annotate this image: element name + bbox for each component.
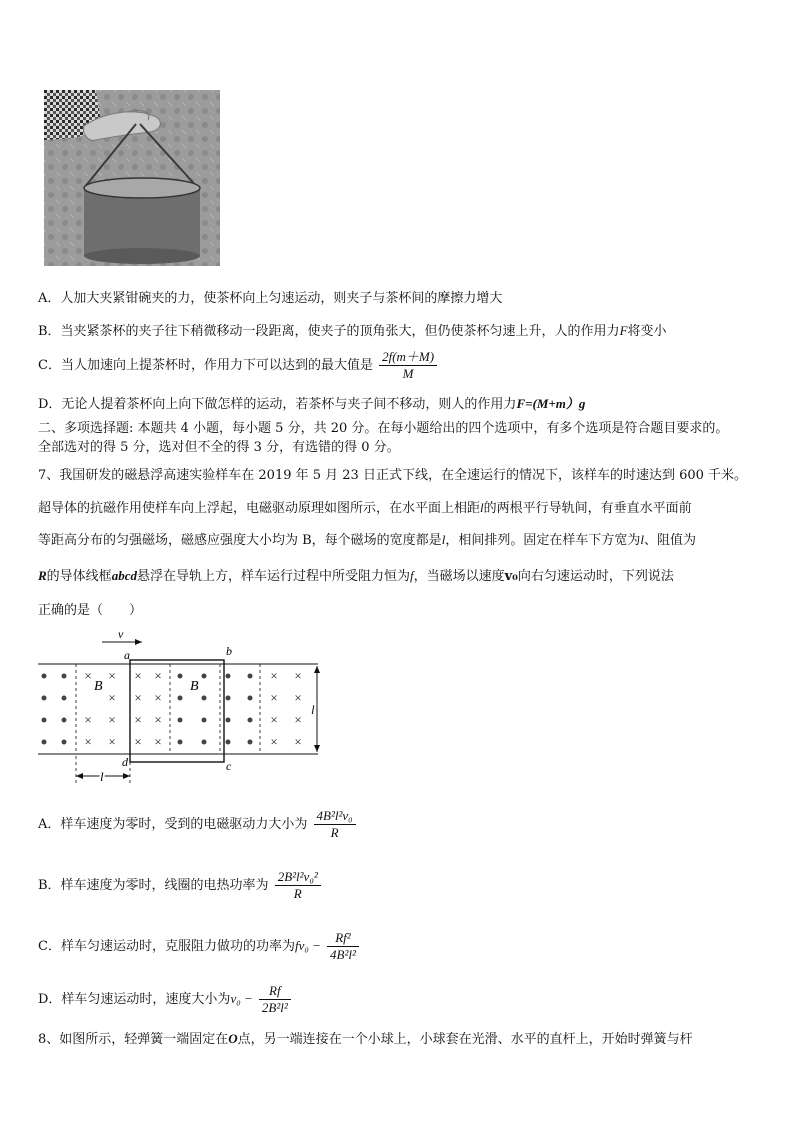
q7-option-a-text: A．样车速度为零时，受到的电磁驱动力大小为 xyxy=(38,817,308,832)
svg-text:×: × xyxy=(270,734,278,749)
fraction-denominator: 2B²l² xyxy=(261,1000,288,1015)
q6-option-b-var: F xyxy=(619,323,628,338)
svg-text:×: × xyxy=(108,668,116,683)
q7-option-d-text: D．样车匀速运动时，速度大小为 xyxy=(38,992,231,1007)
fraction-denominator: R xyxy=(293,886,302,901)
fraction-numerator: 2B²l²v₀² xyxy=(275,869,321,886)
q7-text: 悬浮在导轨上方，样车运行过程中所受阻力恒为 xyxy=(136,569,410,584)
var-l: l xyxy=(441,532,446,547)
magnetic-field-diagram xyxy=(34,628,334,786)
q7-text: 等距高分布的匀强磁场，磁感应强度大小均为 B，每个磁场的宽度都是 xyxy=(38,533,442,548)
label-B1: B xyxy=(94,679,103,694)
label-c: c xyxy=(226,759,232,773)
fraction-denominator: R xyxy=(330,825,339,840)
fraction-numerator: Rf² xyxy=(327,930,359,947)
var-R: R xyxy=(38,568,47,583)
label-B2: B xyxy=(190,679,199,694)
section-2-line2: 全部选对的得 5 分，选对但不全的得 3 分，有选错的得 0 分。 xyxy=(38,440,400,455)
fraction-numerator: Rf xyxy=(259,983,291,1000)
q6-option-c xyxy=(38,349,439,382)
svg-text:×: × xyxy=(84,734,92,749)
section-2-scoring xyxy=(38,439,400,457)
q7-option-a-fraction xyxy=(314,808,356,841)
svg-text:×: × xyxy=(108,734,116,749)
svg-text:×: × xyxy=(154,690,162,705)
q7-stem-line2 xyxy=(38,499,692,518)
svg-text:×: × xyxy=(108,690,116,705)
q7-option-d-lead: v₀ − xyxy=(230,991,253,1006)
var-l: l xyxy=(480,500,484,515)
q7-option-b-text: B．样车速度为零时，线圈的电热功率为 xyxy=(38,878,269,893)
q7-text: 的导体线框 xyxy=(46,569,112,584)
q7-text: 7、我国研发的磁悬浮高速实验样车在 2019 年 5 月 23 日正式下线，在全速运行的情况下，该样车的时速达到 600 千米。 xyxy=(38,468,748,483)
svg-text:×: × xyxy=(294,668,302,683)
q7-option-a xyxy=(38,808,358,841)
q6-option-d-formula: F=(M+m）g xyxy=(516,396,586,411)
q6-option-d xyxy=(38,395,585,414)
label-d: d xyxy=(122,755,128,769)
label-l-side: l xyxy=(311,702,315,717)
q7-text: 超导体的抗磁作用使样车向上浮起，电磁驱动原理如图所示，在水平面上相距 xyxy=(38,501,481,516)
q7-text: 正确的是（ ） xyxy=(38,603,143,618)
svg-text:×: × xyxy=(270,668,278,683)
svg-text:×: × xyxy=(154,668,162,683)
q7-text: 、阻值为 xyxy=(643,533,696,548)
q7-stem-line5 xyxy=(38,602,142,620)
svg-text:×: × xyxy=(108,712,116,727)
q6-option-b xyxy=(38,322,667,341)
q7-option-d-fraction xyxy=(259,983,291,1016)
q7-option-c-lead: fv₀ − xyxy=(294,938,321,953)
fraction-numerator: 2f(m＋M) xyxy=(379,349,437,366)
q6-option-b-text: B．当夹紧茶杯的夹子往下稍微移动一段距离，使夹子的顶角张大，但仍使茶杯匀速上升，人的作用力 xyxy=(38,324,620,339)
svg-text:×: × xyxy=(154,712,162,727)
section-2-line1: 二、多项选择题: 本题共 4 小题，每小题 5 分，共 20 分。在每小题给出的四个选项中，有多个选项是符合题目要求的。 xyxy=(38,421,729,436)
q8-text: 点，另一端连接在一个小球上，小球套在光滑、水平的直杆上，开始时弹簧与杆 xyxy=(237,1032,693,1047)
q7-stem-line4 xyxy=(38,567,674,586)
q7-option-b xyxy=(38,869,323,902)
var-abcd: abcd xyxy=(111,568,137,583)
q7-option-d xyxy=(38,983,293,1016)
label-b: b xyxy=(226,644,232,658)
svg-text:×: × xyxy=(134,712,142,727)
svg-text:×: × xyxy=(294,712,302,727)
fraction-numerator: 4B²l²v₀ xyxy=(314,808,356,825)
svg-text:×: × xyxy=(154,734,162,749)
var-O: O xyxy=(228,1031,238,1046)
label-l-bottom: l xyxy=(100,769,104,784)
var-l: l xyxy=(640,532,644,547)
svg-text:×: × xyxy=(294,734,302,749)
svg-text:×: × xyxy=(84,668,92,683)
label-a: a xyxy=(124,648,130,662)
photo-hand-lifting-cup xyxy=(44,90,220,266)
q7-stem-line3 xyxy=(38,531,696,550)
var-f: f xyxy=(409,568,414,583)
q6-option-a-text: A．人加大夹紧钳碗夹的力，使茶杯向上匀速运动，则夹子与茶杯间的摩擦力增大 xyxy=(38,291,503,306)
q8-text: 8、如图所示，轻弹簧一端固定在 xyxy=(38,1032,229,1047)
svg-text:×: × xyxy=(270,690,278,705)
label-v: v xyxy=(118,628,124,641)
svg-text:×: × xyxy=(294,690,302,705)
q6-option-c-fraction xyxy=(379,349,437,382)
q7-option-c-text: C．样车匀速运动时，克服阻力做功的功率为 xyxy=(38,939,295,954)
q6-option-d-text: D．无论人提着茶杯向上向下做怎样的运动，若茶杯与夹子间不移动，则人的作用力 xyxy=(38,397,517,412)
svg-text:×: × xyxy=(134,734,142,749)
q7-text: 的两根平行导轨间，有垂直水平面前 xyxy=(483,501,692,516)
q7-text: ，当磁场以速度 xyxy=(413,569,505,584)
q6-option-a xyxy=(38,290,502,308)
q7-option-c-fraction xyxy=(327,930,359,963)
fraction-denominator: 4B²l² xyxy=(330,947,356,962)
svg-text:×: × xyxy=(84,712,92,727)
q7-option-b-fraction xyxy=(275,869,321,902)
q6-option-c-text: C．当人加速向上提茶杯时，作用力下可以达到的最大值是 xyxy=(38,358,373,373)
q8-stem-line1 xyxy=(38,1030,693,1049)
fraction-denominator: M xyxy=(402,366,414,381)
svg-text:×: × xyxy=(270,712,278,727)
svg-text:×: × xyxy=(134,690,142,705)
q7-stem-line1 xyxy=(38,467,747,485)
section-2-heading xyxy=(38,420,728,438)
q7-text: ，相间排列。固定在样车下方宽为 xyxy=(445,533,641,548)
q7-option-c xyxy=(38,930,361,963)
var-v0: v₀ xyxy=(504,569,518,584)
svg-text:×: × xyxy=(134,668,142,683)
coil-abcd xyxy=(130,660,224,762)
q7-text: 向右匀速运动时，下列说法 xyxy=(517,569,674,584)
field-dots xyxy=(42,674,253,745)
q6-option-b-tail: 将变小 xyxy=(627,324,667,339)
